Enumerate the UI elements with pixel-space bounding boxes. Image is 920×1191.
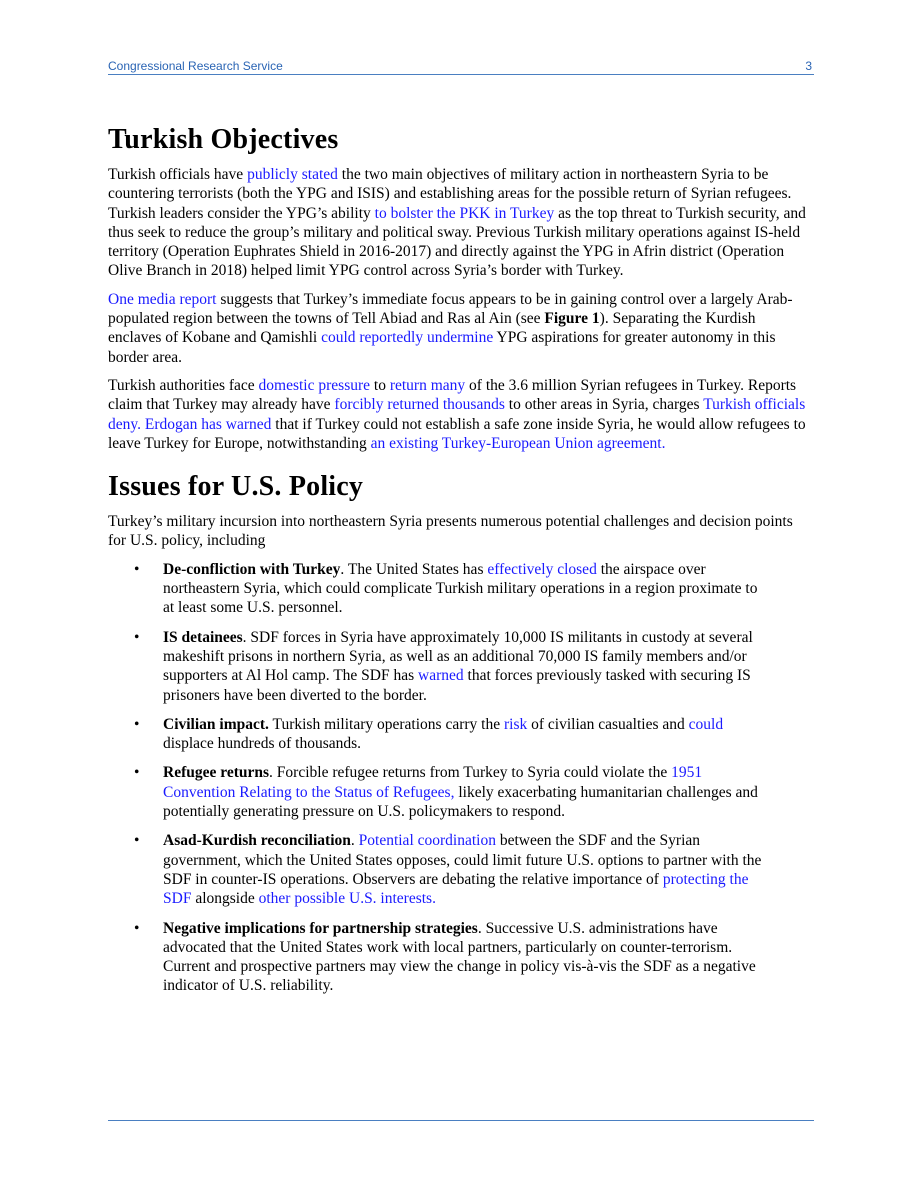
item-heading: Negative implications for partnership strategies <box>163 919 478 937</box>
text: of the 3.6 million Syrian refugees in Turkey. Reports claim that Turkey may already have <box>108 376 797 414</box>
text: . <box>350 832 359 850</box>
link-other-us-interests[interactable]: other possible U.S. interests. <box>258 890 436 908</box>
text: between the SDF and the Syrian government, which the United States opposes, could limit future U.S. options to partner with the SDF in counter-IS operations. Observers are debating the relative importance of <box>163 832 762 888</box>
bullet-icon: • <box>134 832 140 850</box>
text: of civilian casualties and <box>527 715 689 733</box>
text: Turkish authorities face <box>108 376 259 394</box>
page-number: 3 <box>805 59 812 73</box>
link-erdogan-warned[interactable]: Erdogan has warned <box>144 415 272 433</box>
list-item-refugee-returns <box>108 763 763 821</box>
text: . The United States has <box>340 560 488 578</box>
issues-list <box>108 560 808 996</box>
item-heading: Asad-Kurdish reconciliation <box>163 832 351 850</box>
footer-rule <box>108 1120 814 1121</box>
list-item-deconfliction <box>108 560 763 618</box>
list-item-asad-kurdish <box>108 831 763 908</box>
text: alongside <box>191 890 259 908</box>
item-heading: De-confliction with Turkey <box>163 560 341 578</box>
bullet-icon: • <box>134 919 140 937</box>
text: that if Turkey could not establish a safe zone inside Syria, he would allow refugees to leave Turkey for Europe, notwithstanding <box>108 415 806 452</box>
section-title-us-policy: Issues for U.S. Policy <box>108 471 364 503</box>
paragraph-objectives <box>108 165 808 281</box>
text: as the top threat to Turkish security, and thus seek to reduce the group’s military and political sway. Previous Turkish military operations against IS-held territory (Operation Euphrates Shield in 2016-2017) and directly against the YPG in Afrin district (Operation Olive Branch in 2018) helped limit YPG control across Syria’s border with Turkey. <box>108 204 806 280</box>
list-item-is-detainees <box>108 628 763 705</box>
bullet-icon: • <box>134 628 140 646</box>
link-risk[interactable]: risk <box>503 715 528 733</box>
link-protecting-sdf[interactable]: protecting the SDF <box>163 870 749 908</box>
link-warned[interactable]: warned <box>418 667 464 685</box>
link-one-media-report[interactable]: One media report <box>108 290 217 308</box>
link-eu-agreement[interactable]: an existing Turkey-European Union agreement. <box>370 434 666 452</box>
text: to other areas in Syria, charges <box>504 396 704 414</box>
text: Turkish military operations carry the <box>268 715 504 733</box>
link-could-reportedly-undermine[interactable]: could reportedly undermine <box>321 329 494 347</box>
link-forcibly-returned[interactable]: forcibly returned thousands <box>334 396 505 414</box>
figure-reference: Figure 1 <box>544 310 600 328</box>
link-bolster-pkk[interactable]: to bolster the PKK in Turkey <box>374 204 555 222</box>
link-return-many[interactable]: return many <box>389 376 466 394</box>
link-could[interactable]: could <box>688 715 724 733</box>
text: YPG aspirations for greater autonomy in this border area. <box>108 329 776 366</box>
paragraph-refugees <box>108 376 808 453</box>
text: . SDF forces in Syria have approximately 10,000 IS militants in custody at several makeshift prisons in northern Syria, as well as an additional 70,000 IS family members and/or supporters at Al Hol camp. The SDF has <box>163 628 753 685</box>
section-title-turkish-objectives: Turkish Objectives <box>108 124 339 155</box>
bullet-icon: • <box>134 715 140 733</box>
text: . Successive U.S. administrations have advocated that the United States work with local partners, particularly on counter-terrorism. Current and prospective partners may view the change in policy vis-à-vis the SDF as a negative indicator of U.S. reliability. <box>163 919 756 995</box>
item-heading: Civilian impact. <box>163 715 269 733</box>
list-item-civilian-impact <box>108 715 763 754</box>
link-officials-deny[interactable]: Turkish officials deny. <box>108 396 806 433</box>
link-domestic-pressure[interactable]: domestic pressure <box>258 376 371 394</box>
text: suggests that Turkey’s immediate focus appears to be in gaining control over a largely Arab-populated region between the towns of Tell Abiad and Ras al Ain (see <box>108 290 793 328</box>
list-item-partnership <box>108 919 763 996</box>
link-1951-convention[interactable]: 1951 Convention Relating to the Status of Refugees, <box>163 764 703 801</box>
header-org: Congressional Research Service <box>108 59 283 73</box>
paragraph-policy-intro: Turkey’s military incursion into northeastern Syria presents numerous potential challenges and decision points for U.S. policy, including <box>108 513 793 550</box>
text: Turkish officials have <box>108 166 248 183</box>
link-potential-coordination[interactable]: Potential coordination <box>358 832 496 850</box>
link-effectively-closed[interactable]: effectively closed <box>487 560 597 578</box>
text: displace hundreds of thousands. <box>163 735 362 753</box>
text: that forces previously tasked with securing IS prisoners have been diverted to the border. <box>163 667 751 704</box>
text: the two main objectives of military action in northeastern Syria to be countering terrorists (both the YPG and ISIS) and establishing areas for the possible return of Syrian refugees. Turkish leaders consider the YPG’s ability <box>108 166 792 222</box>
main-content <box>108 122 808 1006</box>
text: likely exacerbating humanitarian challenges and potentially generating pressure on U.S. policymakers to respond. <box>163 783 758 821</box>
text: the airspace over northeastern Syria, which could complicate Turkish military operations in a region proximate to at least some U.S. personnel. <box>163 560 758 617</box>
page-header <box>108 57 814 75</box>
item-heading: IS detainees <box>163 628 243 646</box>
bullet-icon: • <box>134 764 140 782</box>
text: to <box>370 376 390 394</box>
item-heading: Refugee returns <box>163 764 270 782</box>
link-publicly-stated[interactable]: publicly stated <box>247 166 338 183</box>
text: ). Separating the Kurdish enclaves of Kobane and Qamishli <box>108 310 756 347</box>
text: . Forcible refugee returns from Turkey to Syria could violate the <box>269 764 672 782</box>
bullet-icon: • <box>134 560 140 578</box>
paragraph-media-report <box>108 290 808 367</box>
